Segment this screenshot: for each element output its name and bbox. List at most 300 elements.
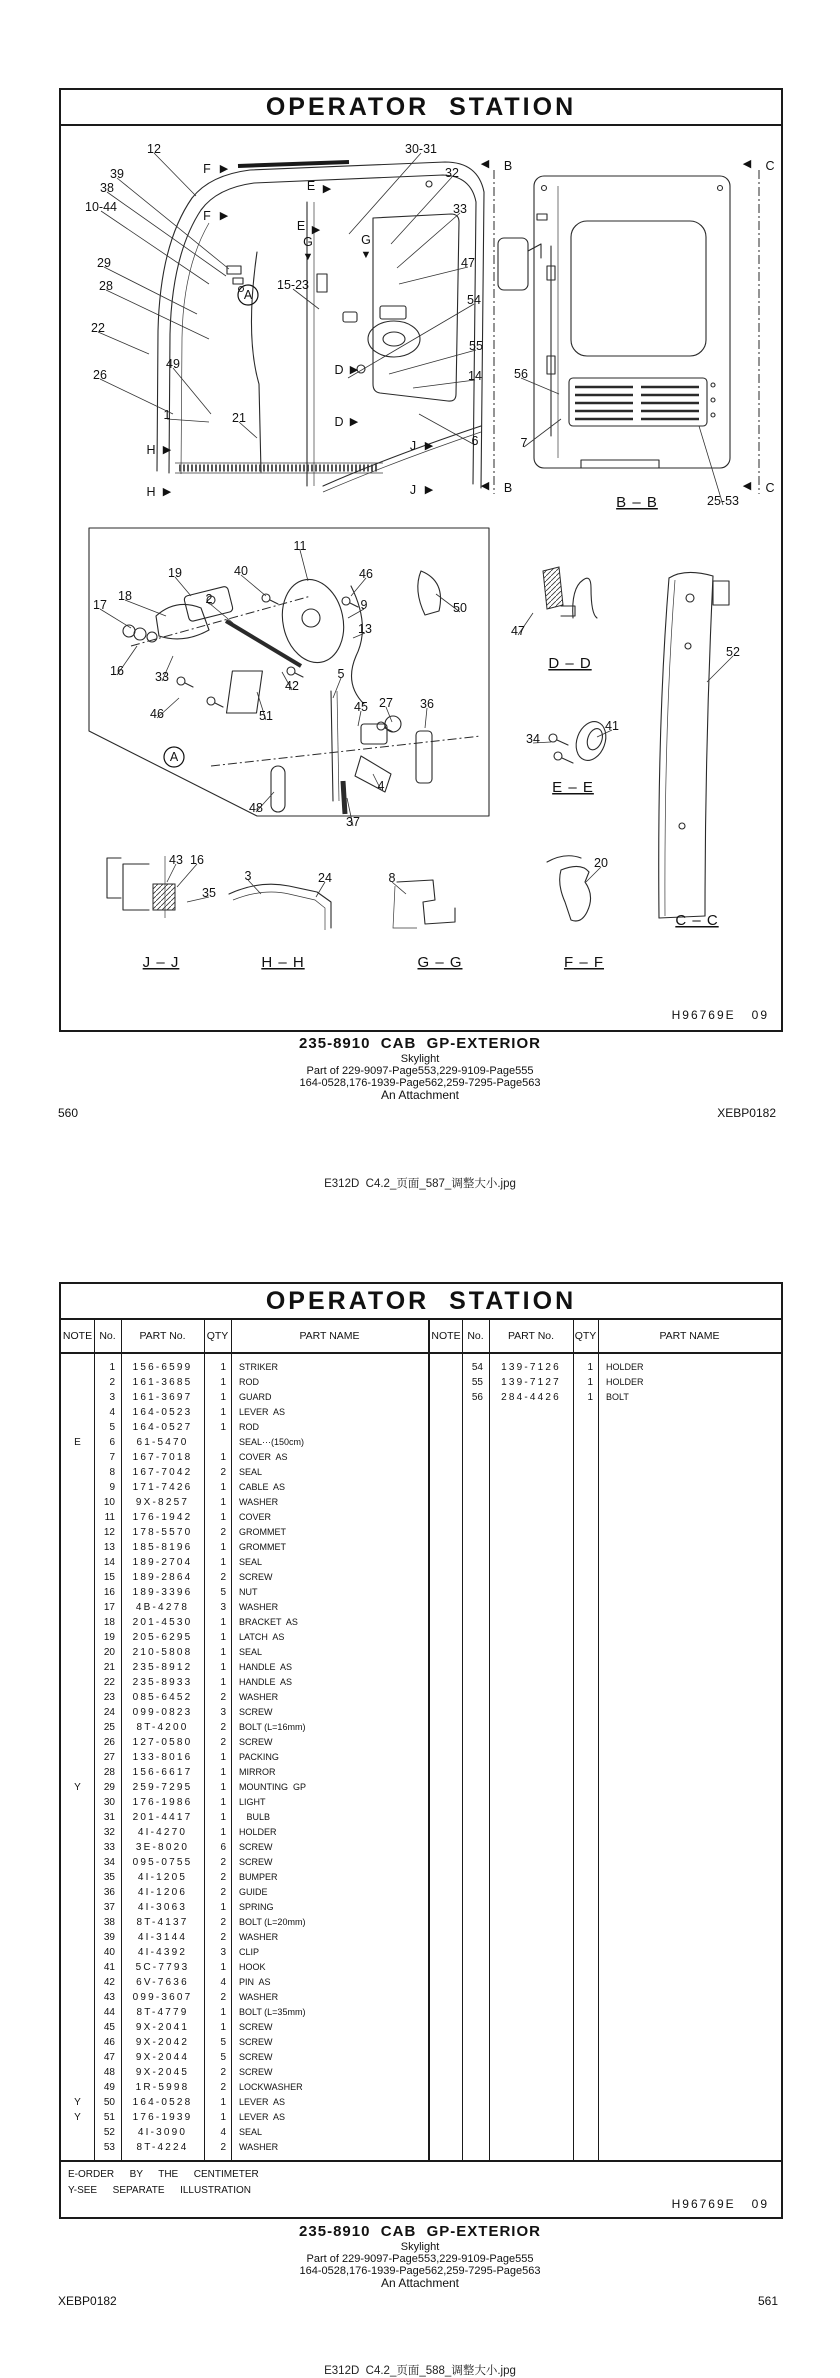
cell-part: 176-1986 <box>132 1797 193 1808</box>
table-row <box>430 1375 781 1390</box>
cell-note <box>61 1495 94 1510</box>
cell-note <box>61 1690 94 1705</box>
callout-D: D <box>334 363 344 377</box>
callout-35: 35 <box>202 886 216 900</box>
cell-name: CABLE AS <box>239 1482 286 1492</box>
callout-13: 13 <box>358 622 372 636</box>
table-row <box>61 1975 428 1990</box>
cell-qty: 2 <box>220 1917 226 1928</box>
plate-code: H96769E 09 <box>671 1008 769 1022</box>
callout-56: 56 <box>514 367 528 381</box>
cell-no: 13 <box>103 1542 115 1553</box>
cell-no: 11 <box>104 1512 115 1523</box>
callout-7: 7 <box>520 436 528 450</box>
exploded-parts-diagram <box>61 126 781 1032</box>
cell-note <box>61 2140 94 2155</box>
cell-part: 9X-2041 <box>135 2022 190 2033</box>
cell-note <box>61 1630 94 1645</box>
scan-filename-2: E312D C4.2_页面_588_调整大小.jpg <box>324 2365 516 2377</box>
leader-line <box>348 304 474 378</box>
callout-▶: ▶ <box>424 440 434 452</box>
cell-name: SCREW <box>239 1842 273 1852</box>
cell-name: BOLT <box>606 1392 629 1402</box>
cell-part: 205-6295 <box>132 1632 193 1643</box>
leader-line <box>391 177 452 244</box>
table-row <box>61 1810 428 1825</box>
leader-line <box>101 211 209 284</box>
callout-48: 48 <box>249 801 263 815</box>
cell-name: CLIP <box>239 1947 260 1957</box>
section-f-f <box>547 856 591 921</box>
cell-note <box>430 1375 462 1390</box>
cell-no: 36 <box>103 1887 115 1898</box>
section-d-d <box>543 567 597 618</box>
cell-name: HANDLE AS <box>239 1677 293 1687</box>
callout-54: 54 <box>467 293 481 307</box>
callout-◀: ◀ <box>742 158 752 170</box>
table-row <box>61 2050 428 2065</box>
cell-qty: 1 <box>220 1392 226 1403</box>
cell-note <box>61 1660 94 1675</box>
cell-qty: 3 <box>220 1602 226 1613</box>
table-row <box>61 1390 428 1405</box>
cell-qty: 2 <box>220 2082 226 2093</box>
cell-name: HOLDER <box>606 1362 644 1372</box>
col-partno: PART No. <box>507 1330 555 1342</box>
leader-line <box>397 213 460 268</box>
callout-▼: ▼ <box>360 249 372 261</box>
cell-note: E <box>74 1437 81 1448</box>
cell-note <box>61 1705 94 1720</box>
cell-name: LOCKWASHER <box>239 2082 303 2092</box>
table-row <box>61 1630 428 1645</box>
cell-no: 44 <box>103 2007 115 2018</box>
callout-▶: ▶ <box>322 183 332 195</box>
part-title: 235-8910 CAB GP-EXTERIOR <box>299 1035 541 1052</box>
table-row <box>61 1585 428 1600</box>
cell-part: 161-3697 <box>132 1392 193 1403</box>
callout-51: 51 <box>259 709 273 723</box>
table-row <box>61 1735 428 1750</box>
cell-note <box>61 1465 94 1480</box>
table-row <box>430 1390 781 1405</box>
cell-part: 4I-3090 <box>137 2127 188 2138</box>
cell-name: WASHER <box>239 1602 279 1612</box>
cell-name: SCREW <box>239 2037 273 2047</box>
cell-part: 095-0755 <box>132 1857 193 1868</box>
cell-part: 176-1939 <box>132 2112 193 2123</box>
doc-code-2: XEBP0182 <box>58 2294 117 2308</box>
cell-part: 8T-4224 <box>136 2142 189 2153</box>
doc-code-1: XEBP0182 <box>717 1106 776 1120</box>
col-note: NOTE <box>431 1330 461 1342</box>
callout-19: 19 <box>168 566 182 580</box>
cell-qty: 1 <box>220 1542 226 1553</box>
cell-name: LATCH AS <box>239 1632 285 1642</box>
callout-14: 14 <box>468 369 482 383</box>
cell-note <box>61 1405 94 1420</box>
section-j-j <box>107 856 175 918</box>
page2-frame <box>59 1282 783 2219</box>
table-header-left <box>61 1320 428 1354</box>
cell-qty: 3 <box>220 1947 226 1958</box>
callout-46: 46 <box>150 707 164 721</box>
cell-no: 17 <box>103 1602 115 1613</box>
cell-part: 5C-7793 <box>135 1962 190 1973</box>
cell-qty: 2 <box>220 1932 226 1943</box>
cell-part: 161-3685 <box>132 1377 193 1388</box>
leader-line <box>107 192 226 276</box>
cell-part: 259-7295 <box>132 1782 193 1793</box>
cell-name: HOLDER <box>606 1377 644 1387</box>
cell-part: 4I-4392 <box>137 1947 188 1958</box>
cell-note <box>61 1375 94 1390</box>
leader-line <box>425 708 427 728</box>
footnote-e: E-ORDER BY THE CENTIMETER <box>68 2169 259 2180</box>
cell-name: SEAL <box>239 2127 263 2137</box>
callout-49: 49 <box>166 357 180 371</box>
table-row <box>61 1990 428 2005</box>
callout-41: 41 <box>605 719 619 733</box>
cell-note <box>61 1885 94 1900</box>
cell-name: SCREW <box>239 2052 273 2062</box>
cell-name: SCREW <box>239 1737 273 1747</box>
cell-no: 10 <box>103 1497 115 1508</box>
cell-qty: 2 <box>220 1692 226 1703</box>
cell-name: BRACKET AS <box>239 1617 298 1627</box>
cell-qty: 1 <box>220 1407 226 1418</box>
cell-no: 45 <box>103 2022 115 2033</box>
cell-no: 33 <box>103 1842 115 1853</box>
section-label-J–J: J – J <box>142 954 180 971</box>
leader-line <box>389 350 476 374</box>
cell-no: 5 <box>109 1422 115 1433</box>
cell-qty: 1 <box>220 1632 226 1643</box>
cell-part: 201-4417 <box>132 1812 193 1823</box>
cell-name: SCREW <box>239 2067 273 2077</box>
cell-part: 139-7126 <box>501 1362 561 1373</box>
cell-part: 127-0580 <box>132 1737 193 1748</box>
section-label-G–G: G – G <box>417 954 463 971</box>
cell-no: 9 <box>109 1482 115 1493</box>
cell-note <box>61 1510 94 1525</box>
cell-name: HOLDER <box>239 1827 277 1837</box>
cell-no: 2 <box>109 1377 115 1388</box>
cell-part: 164-0528 <box>132 2097 193 2108</box>
cell-note <box>61 1990 94 2005</box>
cell-note: Y <box>74 1782 81 1793</box>
table-header-right <box>430 1320 781 1354</box>
callout-4: 4 <box>377 779 385 793</box>
callout-34: 34 <box>526 732 540 746</box>
cell-note: Y <box>74 2112 81 2123</box>
cell-no: 50 <box>103 2097 115 2108</box>
table-row <box>61 1795 428 1810</box>
table-row <box>61 1645 428 1660</box>
cell-name: LEVER AS <box>239 1407 286 1417</box>
section-h-h <box>229 884 331 930</box>
leader-line <box>167 419 209 422</box>
cell-name: WASHER <box>239 1992 279 2002</box>
callout-J: J <box>409 483 417 497</box>
cell-part: 189-2704 <box>132 1557 193 1568</box>
table-row <box>61 1750 428 1765</box>
cell-name: ROD <box>239 1377 259 1387</box>
cell-no: 23 <box>103 1692 115 1703</box>
exploded-view-box <box>89 528 489 816</box>
table-row <box>61 1660 428 1675</box>
cell-qty: 1 <box>220 1662 226 1673</box>
table-row <box>61 1420 428 1435</box>
cell-no: 43 <box>103 1992 115 2003</box>
leader-line <box>293 289 319 309</box>
cell-no: 48 <box>103 2067 115 2078</box>
leader-line <box>300 550 308 581</box>
cell-part: 4I-4270 <box>137 1827 188 1838</box>
cell-qty: 2 <box>220 2067 226 2078</box>
cell-no: 30 <box>103 1797 115 1808</box>
cell-no: 52 <box>103 2127 115 2138</box>
leader-line <box>241 575 266 596</box>
cell-note <box>61 1795 94 1810</box>
plate-code: H96769E 09 <box>671 2197 769 2211</box>
leader-line <box>154 153 196 196</box>
cell-name: COVER <box>239 1512 272 1522</box>
cell-note <box>61 1855 94 1870</box>
cell-note <box>61 1600 94 1615</box>
callout-32: 32 <box>445 166 459 180</box>
cell-no: 19 <box>103 1632 115 1643</box>
callout-A: A <box>169 750 179 764</box>
section-label-C–C: C – C <box>675 912 719 929</box>
callout-G: G <box>303 235 313 249</box>
table-row <box>61 1780 428 1795</box>
cell-part: 1R-5998 <box>135 2082 190 2093</box>
cell-no: 6 <box>109 1437 115 1448</box>
cell-qty: 1 <box>220 1797 226 1808</box>
callout-40: 40 <box>234 564 248 578</box>
cell-no: 8 <box>109 1467 115 1478</box>
leader-line <box>177 864 197 887</box>
callout-1: 1 <box>163 408 171 422</box>
cab-rear-view <box>498 176 730 468</box>
cell-qty: 1 <box>220 1557 226 1568</box>
cell-qty: 1 <box>220 2007 226 2018</box>
table-row <box>61 1510 428 1525</box>
page1-title: OPERATOR STATION <box>61 90 781 126</box>
cell-note <box>61 2020 94 2035</box>
page1-frame <box>59 88 783 1032</box>
cell-part: 235-8912 <box>132 1662 193 1673</box>
cell-note <box>61 1735 94 1750</box>
callout-▶: ▶ <box>349 364 359 376</box>
table-row <box>61 1480 428 1495</box>
cell-no: 25 <box>103 1722 115 1733</box>
cell-name: PIN AS <box>239 1977 271 1987</box>
callout-H: H <box>146 485 156 499</box>
cell-part: 210-5808 <box>132 1647 193 1658</box>
cell-note <box>61 2065 94 2080</box>
cell-qty: 1 <box>220 1362 226 1373</box>
callout-9: 9 <box>360 598 368 612</box>
cell-name: WASHER <box>239 2142 279 2152</box>
callout-▼: ▼ <box>302 251 314 263</box>
callout-8: 8 <box>388 871 396 885</box>
cell-no: 41 <box>103 1962 115 1973</box>
cell-part: 167-7018 <box>132 1452 193 1463</box>
cell-note <box>61 2125 94 2140</box>
cell-no: 39 <box>103 1932 115 1943</box>
cell-part: 8T-4779 <box>136 2007 189 2018</box>
callout-16: 16 <box>110 664 124 678</box>
leader-line <box>209 603 233 623</box>
cell-part: 9X-2045 <box>135 2067 190 2078</box>
cell-qty: 1 <box>220 1752 226 1763</box>
cell-no: 26 <box>103 1737 115 1748</box>
callout-43: 43 <box>169 853 183 867</box>
cell-part: 133-8016 <box>132 1752 193 1763</box>
cell-note <box>61 1840 94 1855</box>
page-number-561: 561 <box>757 2294 778 2308</box>
callout-29: 29 <box>97 256 111 270</box>
leader-line <box>100 379 173 414</box>
cell-part: 085-6452 <box>132 1692 193 1703</box>
cell-name: SPRING <box>239 1902 274 1912</box>
cell-part: 171-7426 <box>132 1482 193 1493</box>
part-of-line2: 164-0528,176-1939-Page562,259-7295-Page563 <box>299 2264 541 2277</box>
cell-note <box>61 1555 94 1570</box>
callout-55: 55 <box>469 339 483 353</box>
cell-note <box>61 1720 94 1735</box>
cell-qty: 1 <box>220 1812 226 1823</box>
cell-note <box>430 1360 462 1375</box>
cell-part: 189-2864 <box>132 1572 193 1583</box>
cell-part: 164-0527 <box>132 1422 193 1433</box>
cell-no: 4 <box>109 1407 115 1418</box>
attachment-note: An Attachment <box>380 1087 460 1102</box>
table-row <box>61 1540 428 1555</box>
cell-part: 3E-8020 <box>135 1842 190 1853</box>
cell-note <box>61 1750 94 1765</box>
cell-note <box>61 1930 94 1945</box>
callout-30-31: 30-31 <box>405 142 437 156</box>
callout-◀: ◀ <box>480 158 490 170</box>
cell-note <box>430 1390 462 1405</box>
cell-part: 284-4426 <box>501 1392 561 1403</box>
cell-no: 15 <box>103 1572 115 1583</box>
callout-26: 26 <box>93 368 107 382</box>
callout-B: B <box>503 481 513 495</box>
cell-no: 16 <box>103 1587 115 1598</box>
cell-qty: 1 <box>220 1377 226 1388</box>
cell-name: COVER AS <box>239 1452 288 1462</box>
cell-name: SEAL <box>239 1467 263 1477</box>
cell-part: 4I-3063 <box>137 1902 188 1913</box>
cell-qty: 1 <box>220 1422 226 1433</box>
cell-qty: 1 <box>220 1512 226 1523</box>
table-row <box>61 1690 428 1705</box>
cell-qty: 1 <box>220 1767 226 1778</box>
cell-name: BOLT (L=16mm) <box>239 1722 306 1732</box>
cell-qty: 6 <box>220 1842 226 1853</box>
cell-no: 14 <box>103 1557 115 1568</box>
table-row <box>61 1600 428 1615</box>
callout-F: F <box>203 209 211 223</box>
cell-part: 6V-7636 <box>136 1977 189 1988</box>
callout-B: B <box>503 159 513 173</box>
cell-note <box>61 1360 94 1375</box>
page2-title: OPERATOR STATION <box>61 1284 781 1320</box>
section-g-g <box>393 880 455 928</box>
table-row <box>61 1360 428 1375</box>
cell-name: WASHER <box>239 1932 279 1942</box>
cell-note <box>61 1570 94 1585</box>
part-of-line2: 164-0528,176-1939-Page562,259-7295-Page563 <box>299 1076 541 1089</box>
cell-qty: 1 <box>220 1827 226 1838</box>
cell-name: HANDLE AS <box>239 1662 293 1672</box>
cell-name: ROD <box>239 1422 259 1432</box>
cell-no: 1 <box>109 1362 115 1373</box>
cell-no: 53 <box>103 2142 115 2153</box>
cell-name: LEVER AS <box>239 2097 286 2107</box>
table-row <box>61 2020 428 2035</box>
cell-name: MIRROR <box>239 1767 276 1777</box>
cell-name: WASHER <box>239 1692 279 1702</box>
cell-no: 29 <box>103 1782 115 1793</box>
callout-D: D <box>334 415 344 429</box>
table-row <box>61 1915 428 1930</box>
col-partname: PART NAME <box>659 1330 720 1342</box>
cell-qty: 1 <box>220 2022 226 2033</box>
cell-note <box>61 1765 94 1780</box>
table-row <box>61 1555 428 1570</box>
cell-note <box>61 1945 94 1960</box>
cell-qty: 2 <box>220 1467 226 1478</box>
cell-no: 51 <box>103 2112 115 2123</box>
callout-11: 11 <box>293 539 307 553</box>
cell-qty: 5 <box>220 1587 226 1598</box>
cell-qty: 1 <box>220 2112 226 2123</box>
cell-no: 46 <box>103 2037 115 2048</box>
callout-layer <box>85 142 775 971</box>
cell-note <box>61 1480 94 1495</box>
cell-part: 189-3396 <box>132 1587 193 1598</box>
leader-line <box>413 380 475 388</box>
cell-name: GROMMET <box>239 1542 286 1552</box>
cell-name: BOLT (L=35mm) <box>239 2007 306 2017</box>
cell-part: 167-7042 <box>132 1467 193 1478</box>
cell-no: 20 <box>103 1647 115 1658</box>
table-row <box>61 1450 428 1465</box>
section-label-B–B: B – B <box>616 494 658 511</box>
parts-table <box>61 1320 781 2160</box>
cell-no: 38 <box>103 1917 115 1928</box>
leader-line <box>707 656 733 682</box>
cell-part: 9X-2044 <box>135 2052 190 2063</box>
cell-name: SCREW <box>239 1857 273 1867</box>
callout-▶: ▶ <box>424 484 434 496</box>
cell-part: 185-8196 <box>132 1542 193 1553</box>
cell-qty: 1 <box>220 1647 226 1658</box>
table-row <box>61 1375 428 1390</box>
cell-part: 176-1942 <box>132 1512 193 1523</box>
cell-note <box>61 1450 94 1465</box>
cell-qty: 4 <box>220 1977 226 1988</box>
callout-6: 6 <box>471 434 479 448</box>
table-row <box>61 1705 428 1720</box>
cell-note <box>61 1870 94 1885</box>
cell-note <box>61 2050 94 2065</box>
